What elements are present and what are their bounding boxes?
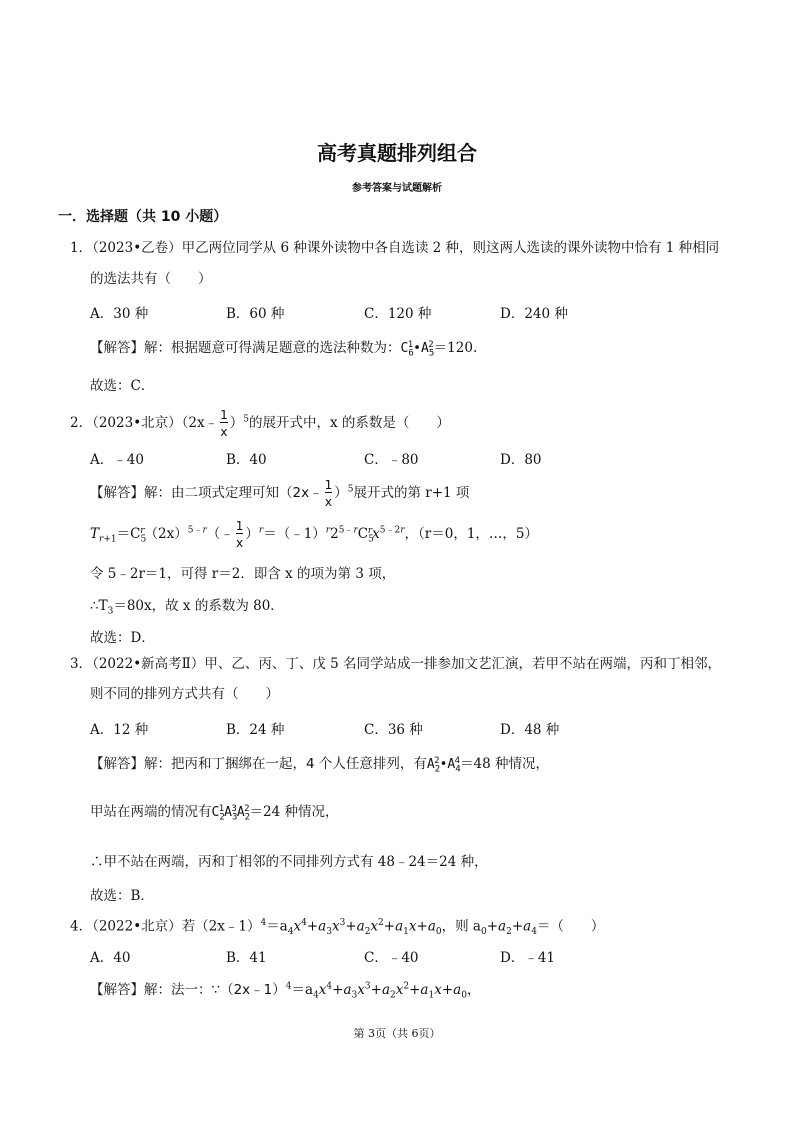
q3-solution-line2 [90,800,339,823]
q4-option-b: B．41 [226,950,267,966]
q3-solution-result: ＝48 种情况， [460,756,550,772]
q2-stem-part-b: ） [229,415,244,431]
q4-option-d: D．﹣41 [500,950,556,966]
q4-stem-d: ＝（ ） [536,918,605,935]
q3-choice: 故选：B． [90,888,154,904]
q2-solution-part-a: 【解答】解：由二项式定理可知（2x﹣ [90,485,323,501]
q2-solution-part-b: ） [334,485,348,501]
q3-option-b: B．24 种 [226,722,285,738]
q3-stem-line1: 3．（2022•新高考Ⅱ）甲、乙、丙、丁、戊 5 名同学站成一排参加文艺汇演，若甲不站在两端，丙和丁相邻， [70,656,722,672]
q2-solution-line4: $\therefore T_3=80x$，故 x 的系数为 80． [90,598,284,617]
q2-fraction-den: x [220,422,228,439]
q2-term-fraction [236,519,244,550]
q2-general-term: $T_{r+1}=C_5^r(2x)^{5﹣r}(﹣$ $\frac{1}{x}$ ）$^r=(﹣1)^r2^{5﹣r}C_5^rx^{5﹣2r}$，（r＝0，1，…，5） [90,519,539,550]
q2-stem: 2．（2023•北京）（2x﹣ $\frac{1}{x}$ ）$^5$的展开式中，x 的系数是（ ） [70,408,450,439]
q1-formula: $C_6^1•A_5^2$ [400,339,435,359]
q2-stem-part-a: 2．（2023•北京）（2x﹣ [70,415,219,431]
q2-solution-line1: 【解答】解：由二项式定理可知（2x﹣ $\frac{1}{x}$ ）$^5$展开式的第 r+1 项 [90,478,470,509]
q4-option-c: C．﹣40 [364,950,419,966]
q4-stem-a: 4．（2022•北京）若（2x﹣1） [70,918,261,935]
q3-solution-line1 [90,752,549,775]
q4-solution-line1: 【解答】解：法一：$\because(2x﹣1)^4=a_4x^4+a_3x^3+a_2x^2+a_1x+a_0$， [90,981,481,1001]
q2-fraction [220,408,228,439]
q4-solution-a: 【解答】解：法一：∵（2x﹣1） [90,982,286,998]
page-footer: 第 3页（共 6页） [353,1027,441,1040]
q3-solution-text: 【解答】解：把丙和丁捆绑在一起，4 个人任意排列，有 [90,756,427,772]
q2-term-fraction-den: x [236,533,244,550]
q2-term-fraction-num: 1 [235,519,244,533]
q2-solution-fraction-den: x [325,492,333,509]
q2-option-d: D．80 [500,452,542,468]
q1-choice: 故选：C． [90,378,155,394]
q4-stem-c: ，则 a [441,918,481,935]
q1-result: ＝120. [433,340,478,356]
q4-stem-b: ＝a [266,918,288,935]
q2-option-b: B．40 [226,452,267,468]
q3-solution-line3: ∴甲不站在两端，丙和丁相邻的不同排列方式有 48﹣24＝24 种， [90,854,488,870]
q2-term-close: ） [245,526,259,542]
q3-stem-line2: 则不同的排列方式共有（ ） [90,686,279,702]
q4-option-a: A．40 [90,950,131,966]
q3-formula-1: $A_2^2•A_4^4$ [426,755,461,775]
document-title: 高考真题排列组合 [317,141,477,165]
q2-term-2x: （2x） [144,526,188,542]
q3-option-d: D．48 种 [500,722,560,738]
q2-solution-line3: 令 5﹣2r＝1，可得 r＝2．即含 x 的项为第 3 项， [90,566,396,582]
q3-line2-result: ＝24 种情况， [249,804,339,820]
section-heading: 一．选择题（共 10 小题） [58,209,228,225]
q2-stem-part-c: 的展开式中，x 的系数是（ ） [249,415,450,431]
q2-solution-fraction-num: 1 [324,478,333,492]
q2-option-c: C．﹣80 [364,452,419,468]
q2-solution-part-c: 展开式的第 r+1 项 [353,485,470,501]
q4-stem: 4．（2022•北京）若$(2x﹣1)^4=a_4x^4+a_3x^3+a_2x^2+a_1x+a_0$，则 $a_0+a_2+a_4=$（ ） [70,918,605,938]
q3-line2-text: 甲站在两端的情况有 [90,804,212,820]
q2-option-a: A．﹣40 [90,452,144,468]
q2-term-t: T [90,526,100,542]
q2-solution-fraction [325,478,333,509]
q2-choice: 故选：D． [90,630,155,646]
q1-option-b: B．60 种 [226,306,285,322]
q1-solution-text: 【解答】解：根据题意可得满足题意的选法种数为： [90,340,401,356]
q1-stem-line1: 1．（2023•乙卷）甲乙两位同学从 6 种课外读物中各自选读 2 种，则这两人选读的课外读物中恰有 1 种相同 [70,240,720,256]
q1-stem-line2: 的选法共有（ ） [90,271,212,287]
q2-line4-b: ＝80x，故 x 的系数为 80． [113,598,284,614]
q2-fraction-num: 1 [220,408,228,422]
q1-solution [90,336,477,359]
q3-formula-2: $C_2^1A_3^3A_2^2$ [211,803,251,823]
document-subtitle: 参考答案与试题解析 [352,183,442,194]
q1-option-d: D．240 种 [500,306,568,322]
q3-option-c: C．36 种 [364,722,423,738]
q2-term-c: ＝C [116,526,141,542]
q4-solution-b: ＝a [291,982,314,998]
q2-term-eq: ＝（﹣1） [263,526,326,542]
q2-line4-a: ∴T [90,598,108,614]
q2-term-neg: （﹣ [206,526,234,542]
q1-option-c: C．120 种 [364,306,432,322]
q3-option-a: A．12 种 [90,722,149,738]
q1-option-a: A．30 种 [90,306,149,322]
q2-term-range: ，（r＝0，1，…，5） [404,526,539,542]
